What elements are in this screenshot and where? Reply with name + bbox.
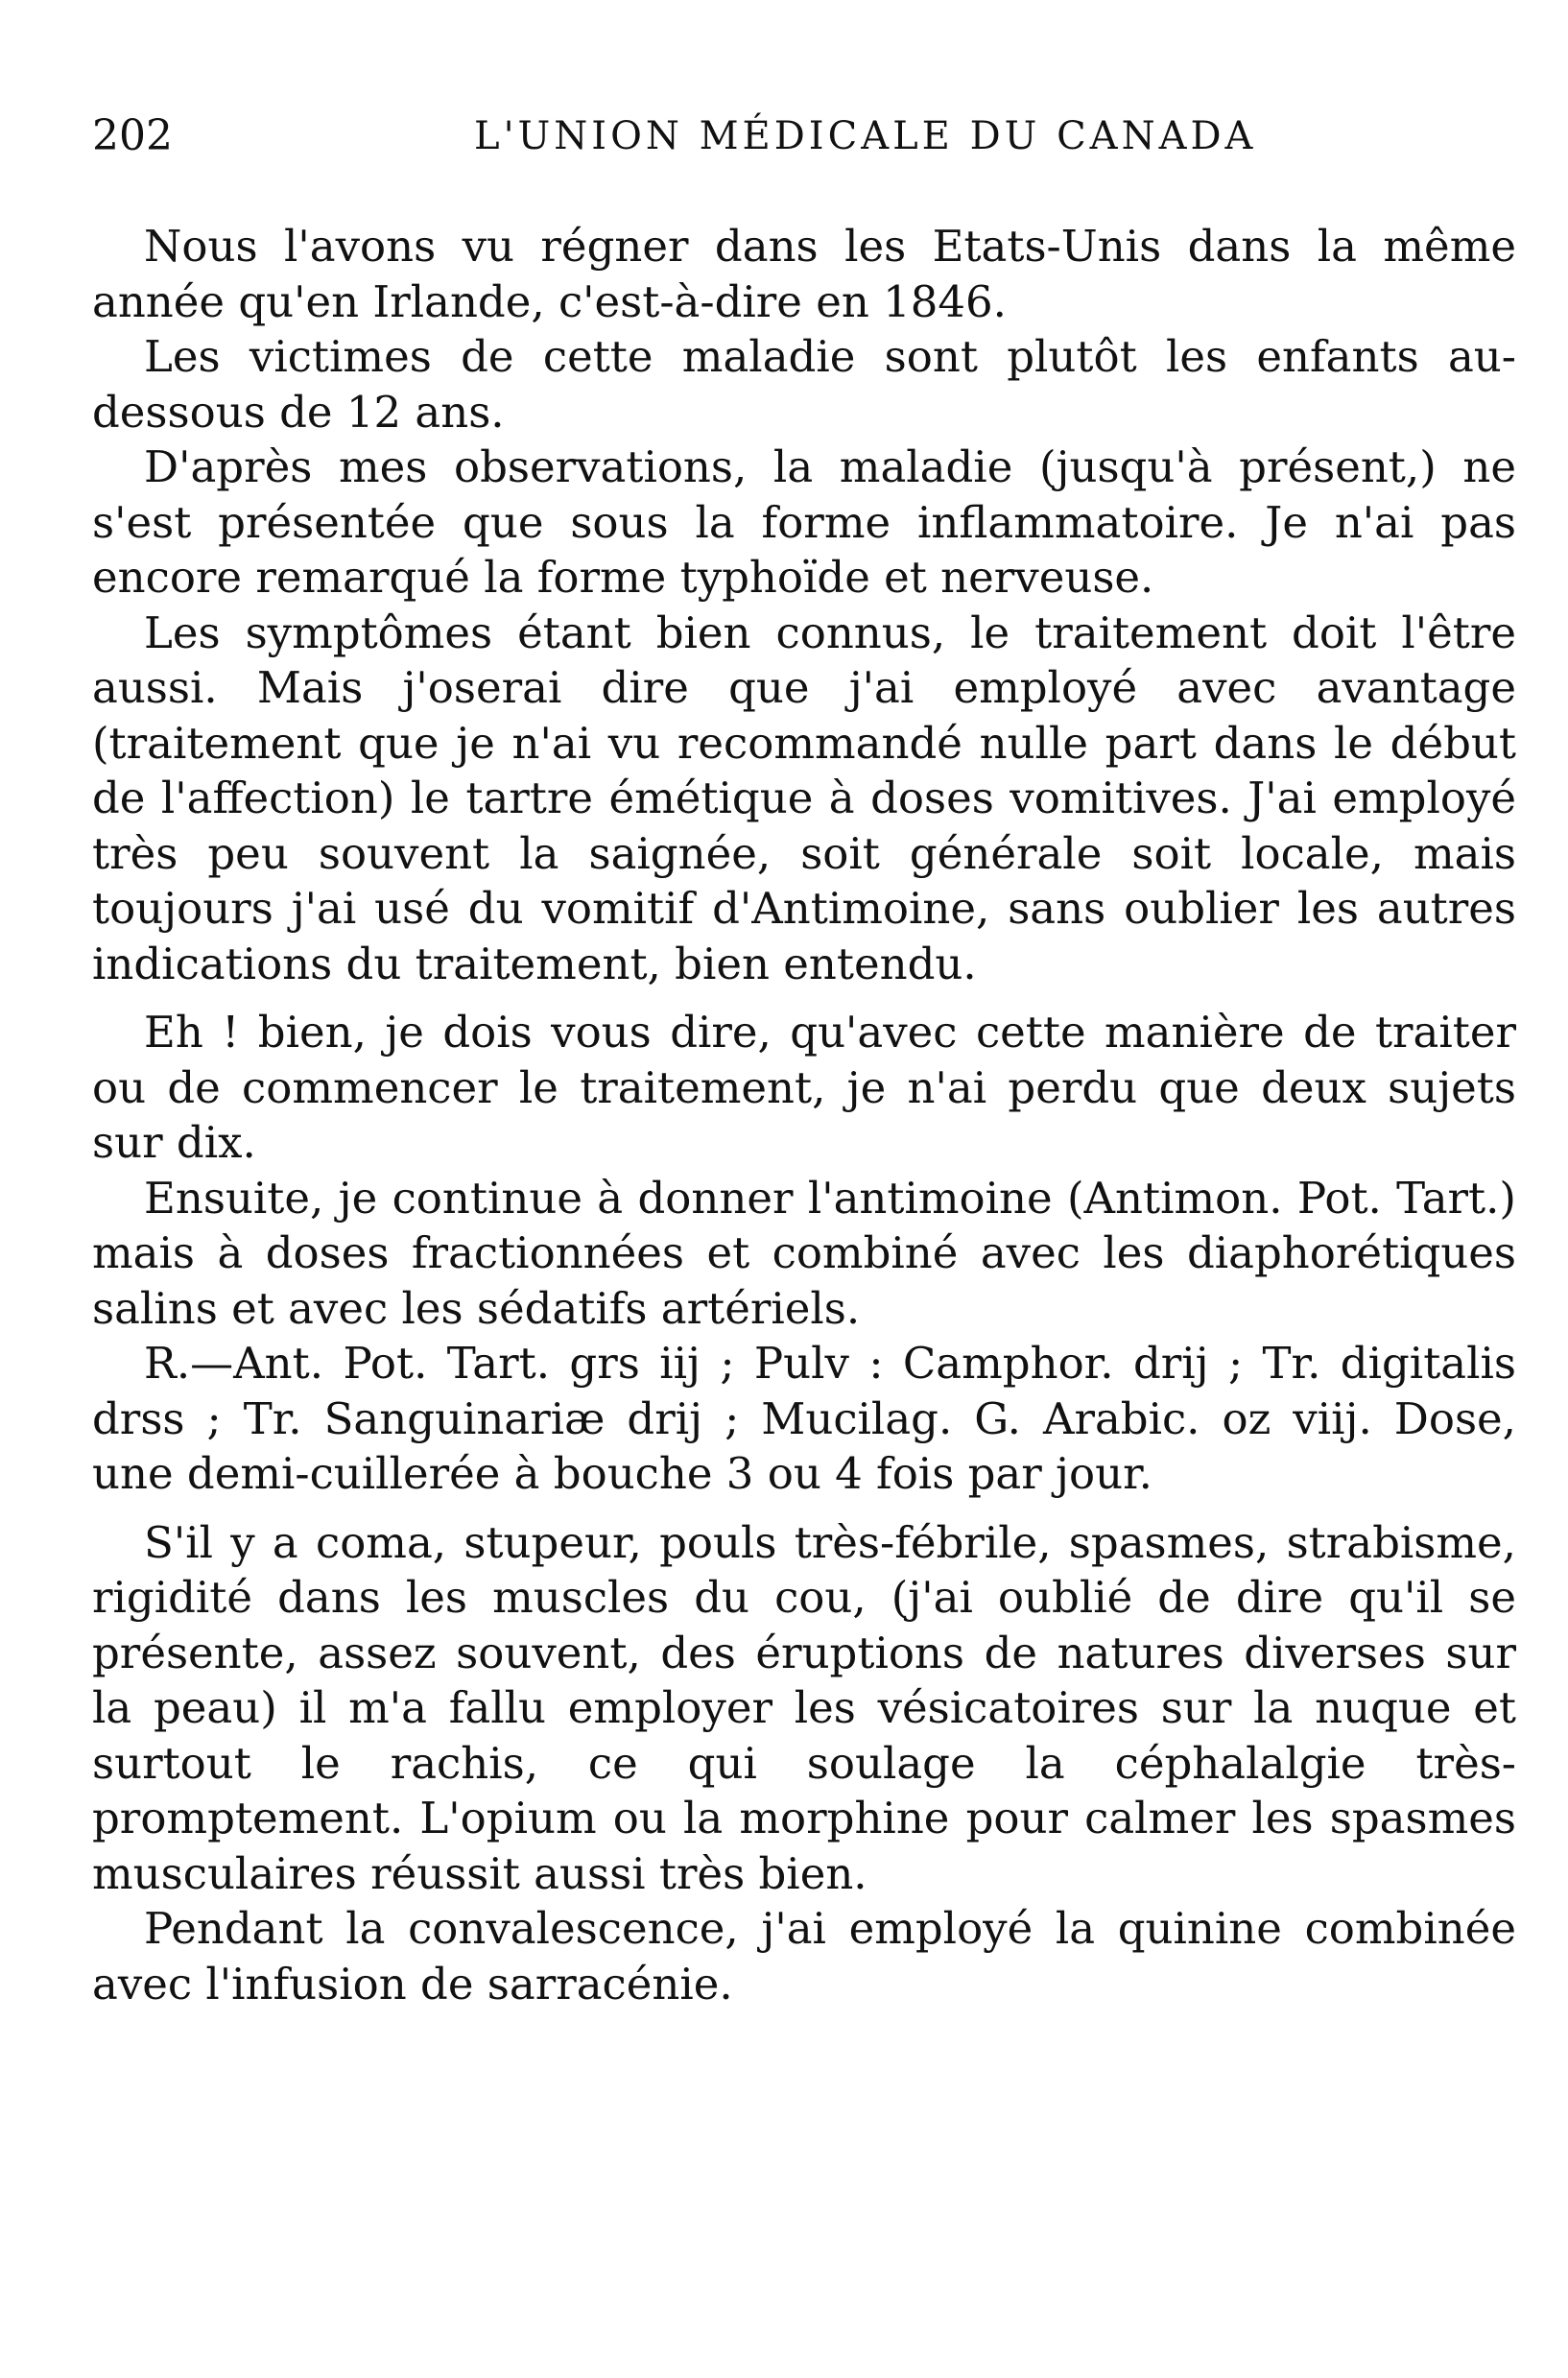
paragraph: D'après mes observations, la maladie (jusqu'à présent,) ne s'est présentée que sous la forme inflammatoire. Je n'ai pas encore remarqué la forme typhoïde et nerveuse. <box>92 441 1516 603</box>
paragraph: Les symptômes étant bien connus, le traitement doit l'être aussi. Mais j'oserai dire que j'ai employé avec avantage (traitement que je n'ai vu recommandé nulle part dans le début de l'affection) le tartre émétique à doses vomitives. J'ai employé très peu souvent la saignée, soit générale soit locale, mais toujours j'ai usé du vomitif d'Antimoine, sans oublier les autres indications du traitement, bien entendu. <box>92 606 1516 989</box>
paragraph: Ensuite, je continue à donner l'antimoine (Antimon. Pot. Tart.) mais à doses fractionnées et combiné avec les diaphorétiques salins et avec les sédatifs artériels. <box>92 1172 1516 1334</box>
paragraph: Eh ! bien, je dois vous dire, qu'avec cette manière de traiter ou de commencer le traitement, je n'ai perdu que deux sujets sur dix. <box>92 1007 1516 1168</box>
paragraph: Les victimes de cette maladie sont plutôt les enfants au-dessous de 12 ans. <box>92 331 1516 438</box>
paragraph: Pendant la convalescence, j'ai employé la quinine combinée avec l'infusion de sarracénie. <box>92 1903 1516 2009</box>
page-header <box>92 107 1476 165</box>
page-number: 202 <box>92 111 173 160</box>
running-head: L'UNION MÉDICALE DU CANADA <box>474 114 1257 158</box>
body-text <box>92 219 1516 2011</box>
paragraph: Nous l'avons vu régner dans les Etats-Unis dans la même année qu'en Irlande, c'est-à-dire en 1846. <box>92 221 1516 327</box>
prescription-paragraph: R.—Ant. Pot. Tart. grs iij ; Pulv : Camphor. drij ; Tr. digitalis drss ; Tr. Sanguinariæ drij ; Mucilag. G. Arabic. oz viij. Dose, une demi-cuillerée à bouche 3 ou 4 fois par jour. <box>92 1338 1516 1499</box>
paragraph: S'il y a coma, stupeur, pouls très-fébrile, spasmes, strabisme, rigidité dans les muscles du cou, (j'ai oublié de dire qu'il se présente, assez souvent, des éruptions de natures diverses sur la peau) il m'a fallu employer les vésicatoires sur la nuque et surtout le rachis, ce qui soulage la céphalalgie très-promptement. L'opium ou la morphine pour calmer les spasmes musculaires réussit aussi très bien. <box>92 1516 1516 1899</box>
